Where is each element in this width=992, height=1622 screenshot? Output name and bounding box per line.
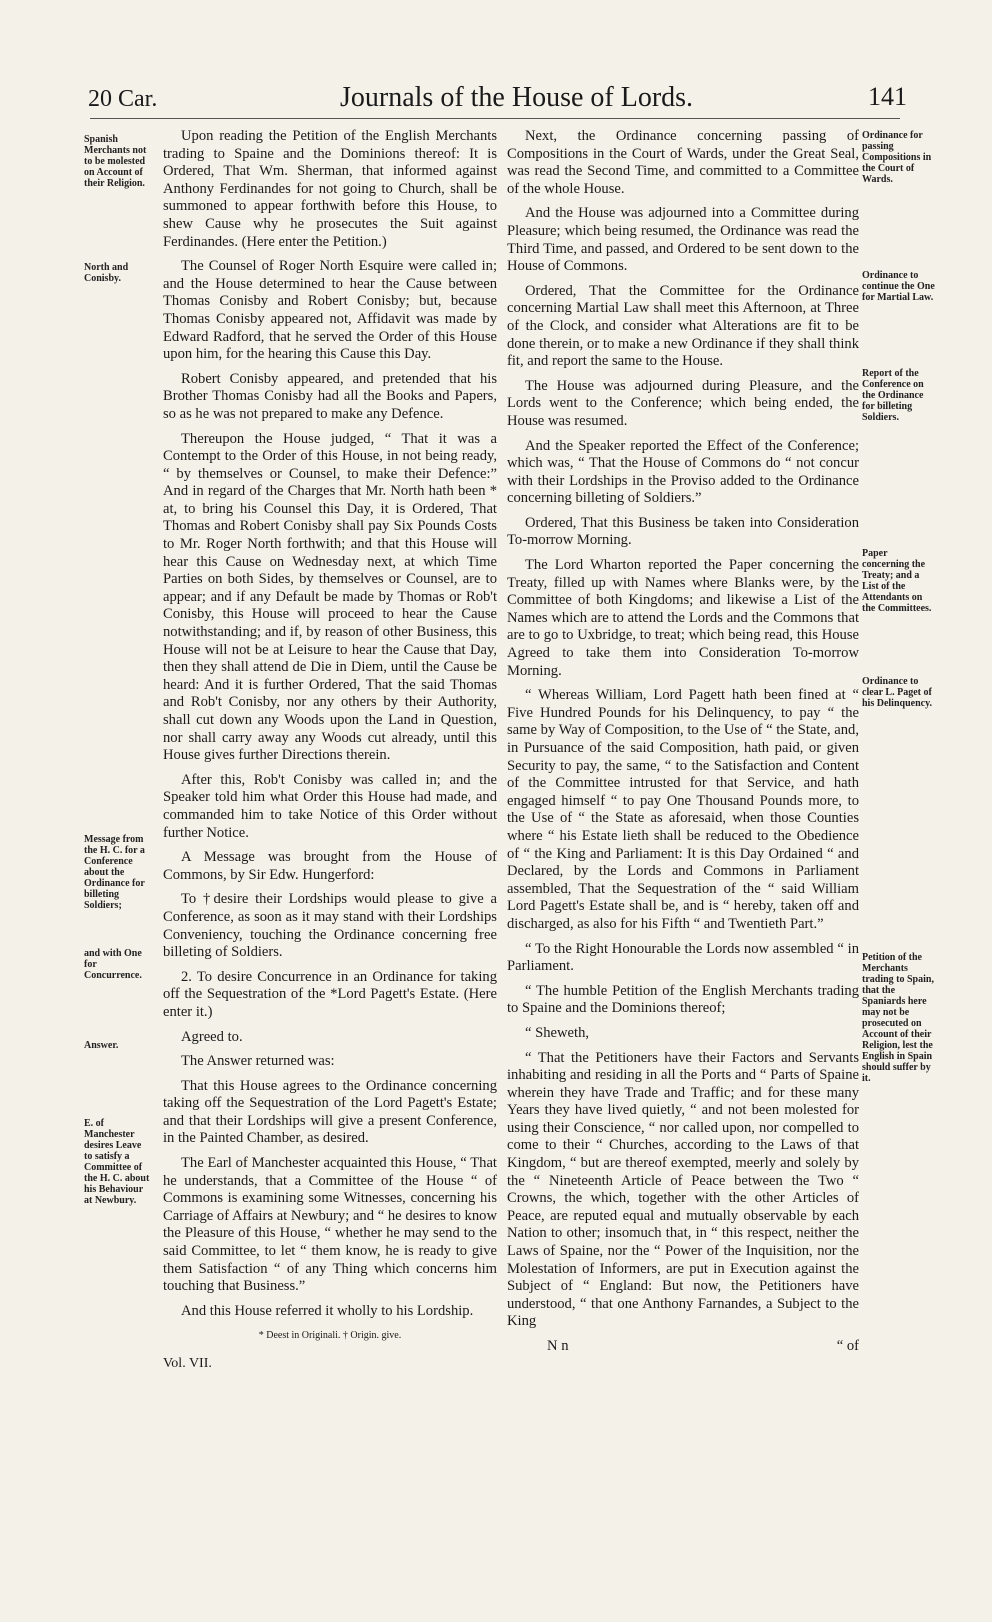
paragraph: Agreed to.: [181, 1028, 243, 1045]
catchword: “ of: [836, 1338, 859, 1354]
margin-note: Answer.: [84, 1040, 119, 1051]
paragraph: Ordered, That this Business be taken into Consideration To-morrow Morning.: [507, 514, 859, 549]
paragraph: “ Sheweth,: [525, 1024, 590, 1041]
paragraph: And the Speaker reported the Effect of the Conference; which was, “ That the House of Commons do “ not concur with their Lordships in the Proviso added to the Ordinance concerning billeting of Soldiers.”: [507, 437, 859, 507]
paragraph: Upon reading the Petition of the English Merchants trading to Spaine and the Dominions thereof: It is Ordered, That Wm. Sherman, that informed against Anthony Ferdinandes for not going to Church, shall be summoned to appear forthwith before this House, to shew Cause why he prosecutes the Suit against Ferdinandes. (Here enter the Petition.): [163, 128, 497, 250]
margin-note: Ordinance to clear L. Paget of his Delinquency.: [862, 676, 933, 709]
page-number: 141: [868, 82, 907, 111]
paragraph: Thereupon the House judged, “ That it was a Contempt to the Order of this House, in not being ready, “ by themselves or Counsel, to make their Defence:” And in regard of the Charges that Mr. North hath been * at, to bring his Counsel this Day, it is Ordered, That Thomas and Robert Conisby shall pay Six Pounds Costs to Mr. Roger North forthwith; and that this House will hear this Cause on Wednesday next, at which Time Parties on both Sides, by themselves or Counsel, are to appear; and if any Default be made by Thomas or Rob't Conisby, this House will proceed to hear the Cause notwithstanding; and if, by reason of other Business, this House will not be at Leisure to hear the Cause that Day, then they shall attend de Die in Diem, until the Cause be heard: And it is further Ordered, That the said Thomas and Rob't Conisby, nor any others by their Authority, shall cut down any Woods upon the Land in Question, nor shall carry away any Woods cut already, until this House gives further Directions therein.: [163, 430, 497, 764]
paragraph: And the House was adjourned into a Committee during Pleasure; which being resumed, the Ordinance was read the Third Time, and passed, and Ordered to be sent down to the House of Commons.: [507, 205, 859, 275]
volume-number: Vol. VII.: [163, 1356, 212, 1371]
paragraph: The Earl of Manchester acquainted this House, “ That he understands, that a Committee of the House “ of Commons is examining some Witnesses, concerning his Carriage of Affairs at Newbury; and “ he desires to know the Pleasure of this House, “ whether he may send to the said Committee, to let “ them know, he is ready to give them Satisfaction “ of any Thing which concerns him touching that Business.”: [163, 1155, 497, 1295]
margin-note: E. of Manchester desires Leave to satisfy a Committee of the H. C. about his Behaviour at Newbury.: [84, 1118, 150, 1206]
paragraph: “ That the Petitioners have their Factors and Servants inhabiting and residing in all the Ports and “ Parts of Spaine wherein they have Trade and Traffic; and for these many Years they have lived quietly, “ and not been molested for using their Conscience, “ nor called upon, nor compelled to come to their “ Churches, according to the Laws of that Kingdom, “ but are thereof exempted, meerly and solely by the “ Nineteenth Article of Peace between the Two “ Crowns, the which, together with the other Articles of Peace, are reputed equal and mutually observable by each Nation to other; insomuch that, in “ this respect, neither the Laws of Spaine, nor the “ Power of the Inquisition, nor the Molestation of Informers, are put in Execution against the Subject of “ England: But now, the Petitioners have understood, “ that one Anthony Farnandes, a Subject to the King: [507, 1049, 859, 1330]
margin-note: and with One for Concurrence.: [84, 948, 142, 981]
paragraph: The House was adjourned during Pleasure, and the Lords went to the Conference; which being ended, the House was resumed.: [507, 377, 859, 429]
paragraph: “ Whereas William, Lord Pagett hath been fined at “ Five Hundred Pounds for his Delinquency, to pay “ the same by Way of Composition, to the Use of “ the State, and, in Pursuance of the said Composition, hath paid, or given Security to pay, the same, “ to the Satisfaction and Content of the Committee intrusted for that Service, and hath engaged himself “ to pay One Thousand Pounds more, to the Use of “ the State as aforesaid, when those Counties where “ his Estate lieth shall be reduced to the Obedience of “ the King and Parliament: It is this Day Ordained “ and Declared, by the Lords and Commons in Parliament assembled, That the Sequestration of the “ said William Lord Pagett's Estate shall be, and is “ hereby, taken off and discharged, as also for his Fifth “ and Twentieth Part.”: [507, 687, 859, 932]
paragraph: “ The humble Petition of the English Merchants trading to Spaine and the Dominions thereof;: [507, 982, 859, 1017]
paragraph: 2. To desire Concurrence in an Ordinance for taking off the Sequestration of the *Lord Pagett's Estate. (Here enter it.): [163, 968, 497, 1020]
paragraph: Ordered, That the Committee for the Ordinance concerning Martial Law shall meet this Afternoon, at Three of the Clock, and consider what Alterations are fit to be done therein, or to make a new Ordinance if they shall think fit, and report the same to the House.: [507, 282, 859, 370]
regnal-year: 20 Car.: [88, 86, 158, 112]
paragraph: That this House agrees to the Ordinance concerning taking off the Sequestration of the Lord Pagett's Estate; and that their Lordships will give a present Conference, in the Painted Chamber, as desired.: [163, 1077, 497, 1147]
margin-note: Ordinance for passing Compositions in the Court of Wards.: [862, 130, 932, 185]
paragraph: Robert Conisby appeared, and pretended that his Brother Thomas Conisby had all the Books and Papers, so as he was not prepared to make any Defence.: [163, 370, 497, 422]
paragraph: The Answer returned was:: [181, 1053, 335, 1070]
paragraph: And this House referred it wholly to his Lordship.: [181, 1302, 474, 1319]
margin-note: North and Conisby.: [84, 262, 129, 284]
paragraph: After this, Rob't Conisby was called in; and the Speaker told him what Order this House had made, and commanded him to take Notice of this Order without further Notice.: [163, 771, 497, 841]
margin-note: Paper concerning the Treaty; and a List of the Attendants on the Committees.: [862, 548, 932, 614]
margin-note: Petition of the Merchants trading to Spain, that the Spaniards here may not be prosecuted on Account of their Religion, lest the English in Spain should suffer by it.: [862, 952, 934, 1084]
paragraph: To †desire their Lordships would please to give a Conference, as soon as it may stand with their Lordships Conveniency, touching the Ordinance concerning free billeting of Soldiers.: [163, 891, 497, 961]
right-column: [507, 128, 859, 1356]
footnotes: * Deest in Originali. † Origin. give.: [258, 1330, 402, 1342]
margin-note: Message from the H. C. for a Conference about the Ordinance for billeting Soldiers;: [84, 834, 145, 911]
left-column: [163, 128, 497, 1373]
header-rule: [90, 118, 900, 119]
margin-note: Ordinance to continue the One for Martial Law.: [862, 270, 935, 303]
running-title: Journals of the House of Lords.: [340, 82, 694, 113]
paragraph: The Lord Wharton reported the Paper concerning the Treaty, filled up with Names where Blanks were, by the Committee of both Kingdoms; and likewise a List of the Names which are to attend the Lords and the Commons that are to go to Uxbridge, to treat; which being read, this House Agreed to take them into Consideration To-morrow Morning.: [507, 557, 859, 679]
margin-note: Spanish Merchants not to be molested on Account of their Religion.: [84, 134, 147, 189]
paragraph: The Counsel of Roger North Esquire were called in; and the House determined to hear the Cause between Thomas Conisby and Robert Conisby; but, because Thomas Conisby appeared not, Affidavit was made by Edward Radford, that he served the Order of this House upon him, for the hearing this Cause this Day.: [163, 258, 497, 363]
page-header: [0, 78, 992, 122]
paragraph: A Message was brought from the House of Commons, by Sir Edw. Hungerford:: [163, 849, 497, 883]
paragraph: “ To the Right Honourable the Lords now assembled “ in Parliament.: [507, 940, 859, 975]
paragraph: Next, the Ordinance concerning passing of Compositions in the Court of Wards, under the Great Seal, was read the Second Time, and committed to a Committee of the whole House.: [507, 128, 859, 197]
signature-mark: N n: [547, 1338, 569, 1354]
margin-note: Report of the Conference on the Ordinance for billeting Soldiers.: [862, 368, 924, 423]
